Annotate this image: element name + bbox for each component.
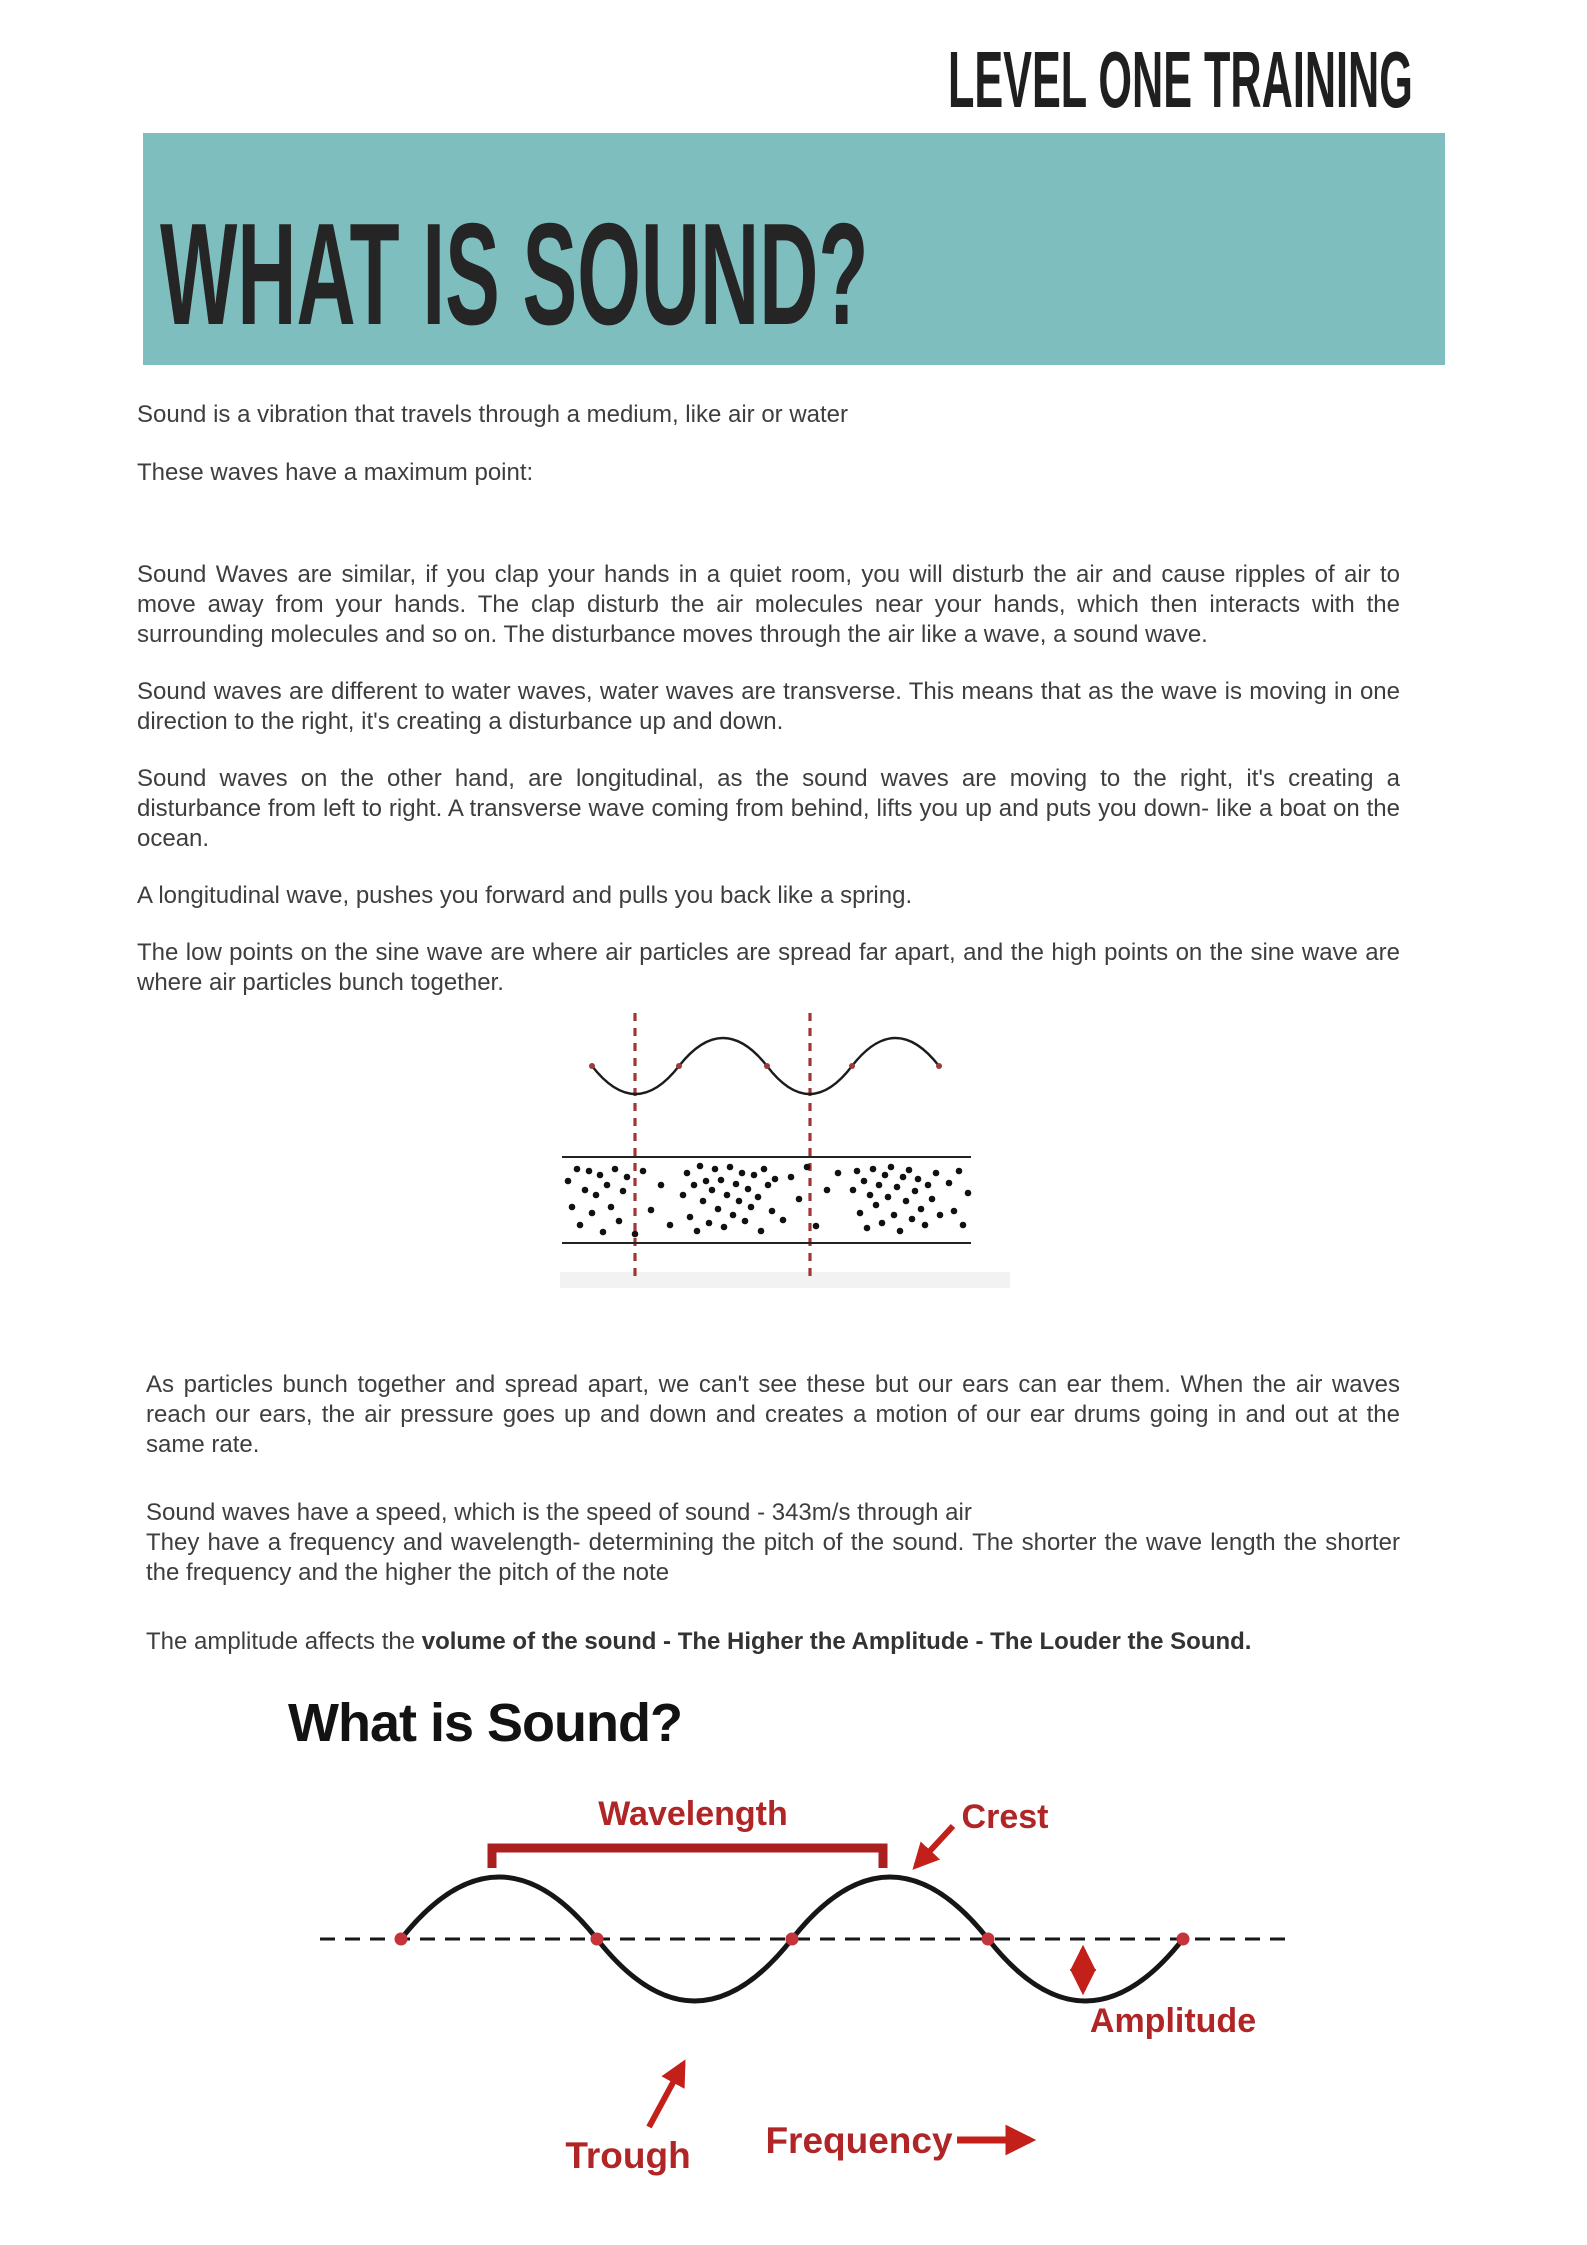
wavelength-label: Wavelength: [598, 1795, 788, 1833]
paragraph-water-waves: Sound waves are different to water waves, water waves are transverse. This means that as the wave is moving in one direction to the right, it's creating a disturbance up and down.: [137, 678, 1400, 735]
page-title: WHAT IS SOUND?: [160, 193, 869, 355]
trough-label: Trough: [565, 2135, 691, 2176]
crest-arrow: [916, 1826, 953, 1866]
paragraph-longitudinal: Sound waves on the other hand, are longitudinal, as the sound waves are moving to the right, it's creating a disturbance from left to right. A transverse wave coming from behind, lifts you up and puts you down- like a boat on the ocean.: [137, 765, 1400, 852]
crest-label: Crest: [961, 1798, 1049, 1836]
particle-dots: [565, 1163, 972, 1238]
paragraph-spring: A longitudinal wave, pushes you forward and pulls you back like a spring.: [137, 882, 913, 909]
image-edge-strip: [560, 1272, 1010, 1288]
trough-arrow: [649, 2064, 683, 2127]
amplitude-text-regular: The amplitude affects the: [146, 1628, 422, 1655]
title-banner: [143, 133, 1445, 365]
amplitude-text-bold: volume of the sound - The Higher the Amplitude - The Louder the Sound.: [421, 1628, 1252, 1655]
paragraph-maximum-point: These waves have a maximum point:: [137, 459, 534, 486]
paragraph-amplitude: [146, 1627, 1400, 1657]
paragraph-speed-of-sound: Sound waves have a speed, which is the speed of sound - 343m/s through air: [146, 1499, 972, 1526]
paragraph-clap-hands: Sound Waves are similar, if you clap your hands in a quiet room, you will disturb the air and cause ripples of air to move away from your hands. The clap disturb the air molecules near your hands, which then interacts with the surrounding molecules and so on. The disturbance moves through the air like a wave, a sound wave.: [137, 561, 1400, 648]
intro-text-block: [137, 400, 1400, 1025]
amplitude-label: Amplitude: [1089, 2002, 1257, 2040]
paragraph-ears: As particles bunch together and spread apart, we can't see these but our ears can ear them. When the air waves reach our ears, the air pressure goes up and down and creates a motion of our ear drums going in and out at the same rate.: [146, 1371, 1400, 1458]
paragraph-sine-points: The low points on the sine wave are where air particles are spread far apart, and the high points on the sine wave are where air particles bunch together.: [137, 939, 1400, 996]
frequency-label: Frequency: [765, 2120, 953, 2161]
wave-marker-dots: [589, 1063, 942, 1069]
labeled-sine-wave-diagram: [230, 1780, 1350, 2210]
paragraph-sound-vibration: Sound is a vibration that travels through a medium, like air or water: [137, 401, 849, 428]
ears-text-block: [146, 1370, 1400, 1695]
page-header-training-level: LEVEL ONE TRAINING: [948, 35, 1413, 124]
diagram-title: What is Sound?: [288, 1693, 682, 1753]
paragraph-frequency-pitch: They have a frequency and wavelength- determining the pitch of the sound. The shorter the wave length the shorter the frequency and the higher the pitch of the note: [146, 1529, 1400, 1586]
longitudinal-wave-diagram: [535, 985, 1010, 1292]
wavelength-bracket: [492, 1848, 883, 1868]
